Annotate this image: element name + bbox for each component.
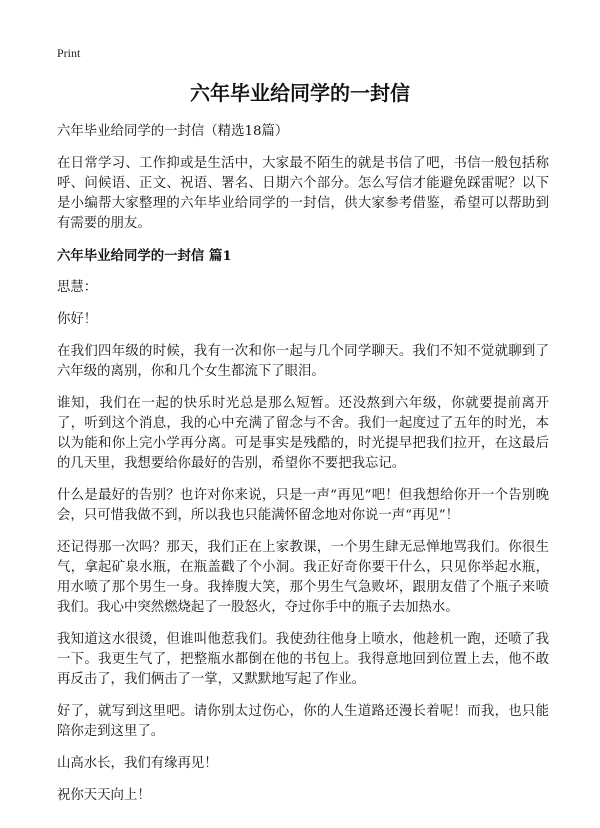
intro-paragraph: 在日常学习、工作抑或是生活中，大家最不陌生的就是书信了吧，书信一般包括称呼、问候语、正文、祝语、署名、日期六个部分。怎么写信才能避免踩雷呢？以下是小编帮大家整理的六年毕业给同学的一封信，供大家参考借鉴，希望可以帮助到有需要的朋友。 <box>57 156 549 231</box>
letter-paragraph: 还记得那一次吗？那天，我们正在上家教课，一个男生肆无忌惮地骂我们。你很生气，拿起矿泉水瓶，在瓶盖戳了个小洞。我正好奇你要干什么，只见你举起水瓶，用水喷了那个男生一身。我捧腹大笑，那个男生气急败坏，跟朋友借了个瓶子来喷我们。我心中突然燃烧起了一股怒火，夺过你手中的瓶子去加热水。 <box>57 540 549 615</box>
letter-paragraph: 什么是最好的告别？也许对你来说，只是一声“再见”吧！但我想给你开一个告别晚会，只可惜我做不到，所以我也只能满怀留念地对你说一声“再见”！ <box>57 488 549 523</box>
print-link[interactable]: Print <box>57 46 81 60</box>
letter-farewell: 山高水长，我们有缘再见！ <box>57 756 218 771</box>
letter-paragraph: 在我们四年级的时候，我有一次和你一起与几个同学聊天。我们不知不觉就聊到了六年级的离别，你和几个女生都流下了眼泪。 <box>57 344 549 379</box>
letter-paragraph: 好了，就写到这里吧。请你别太过伤心，你的人生道路还漫长着呢！而我，也只能陪你走到这里了。 <box>57 704 549 739</box>
letter-salutation: 思慧： <box>57 280 98 295</box>
section-heading: 六年毕业给同学的一封信 篇1 <box>57 248 232 264</box>
letter-greeting: 你好！ <box>57 312 98 327</box>
letter-closing-wish: 祝你天天向上！ <box>57 788 151 803</box>
letter-paragraph: 我知道这水很烫，但谁叫他惹我们。我使劲往他身上喷水，他趁机一跑，还喷了我一下。我更生气了，把整瓶水都倒在他的书包上。我得意地回到位置上去，他不敢再反击了，我们俩击了一掌，又默默地写起了作业。 <box>57 632 549 687</box>
page-title: 六年毕业给同学的一封信 <box>190 81 410 105</box>
document-subtitle: 六年毕业给同学的一封信（精选18篇） <box>57 124 289 139</box>
document-body <box>57 122 549 818</box>
letter-paragraph: 谁知，我们在一起的快乐时光总是那么短暂。还没熬到六年级，你就要提前离开了，听到这个消息，我的心中充满了留念与不舍。我们一起度过了五年的时光，本以为能和你上完小学再分离。可是事实是残酷的，时光提早把我们拉开，在这最后的几天里，我想要给你最好的告别，希望你不要把我忘记。 <box>57 396 549 471</box>
